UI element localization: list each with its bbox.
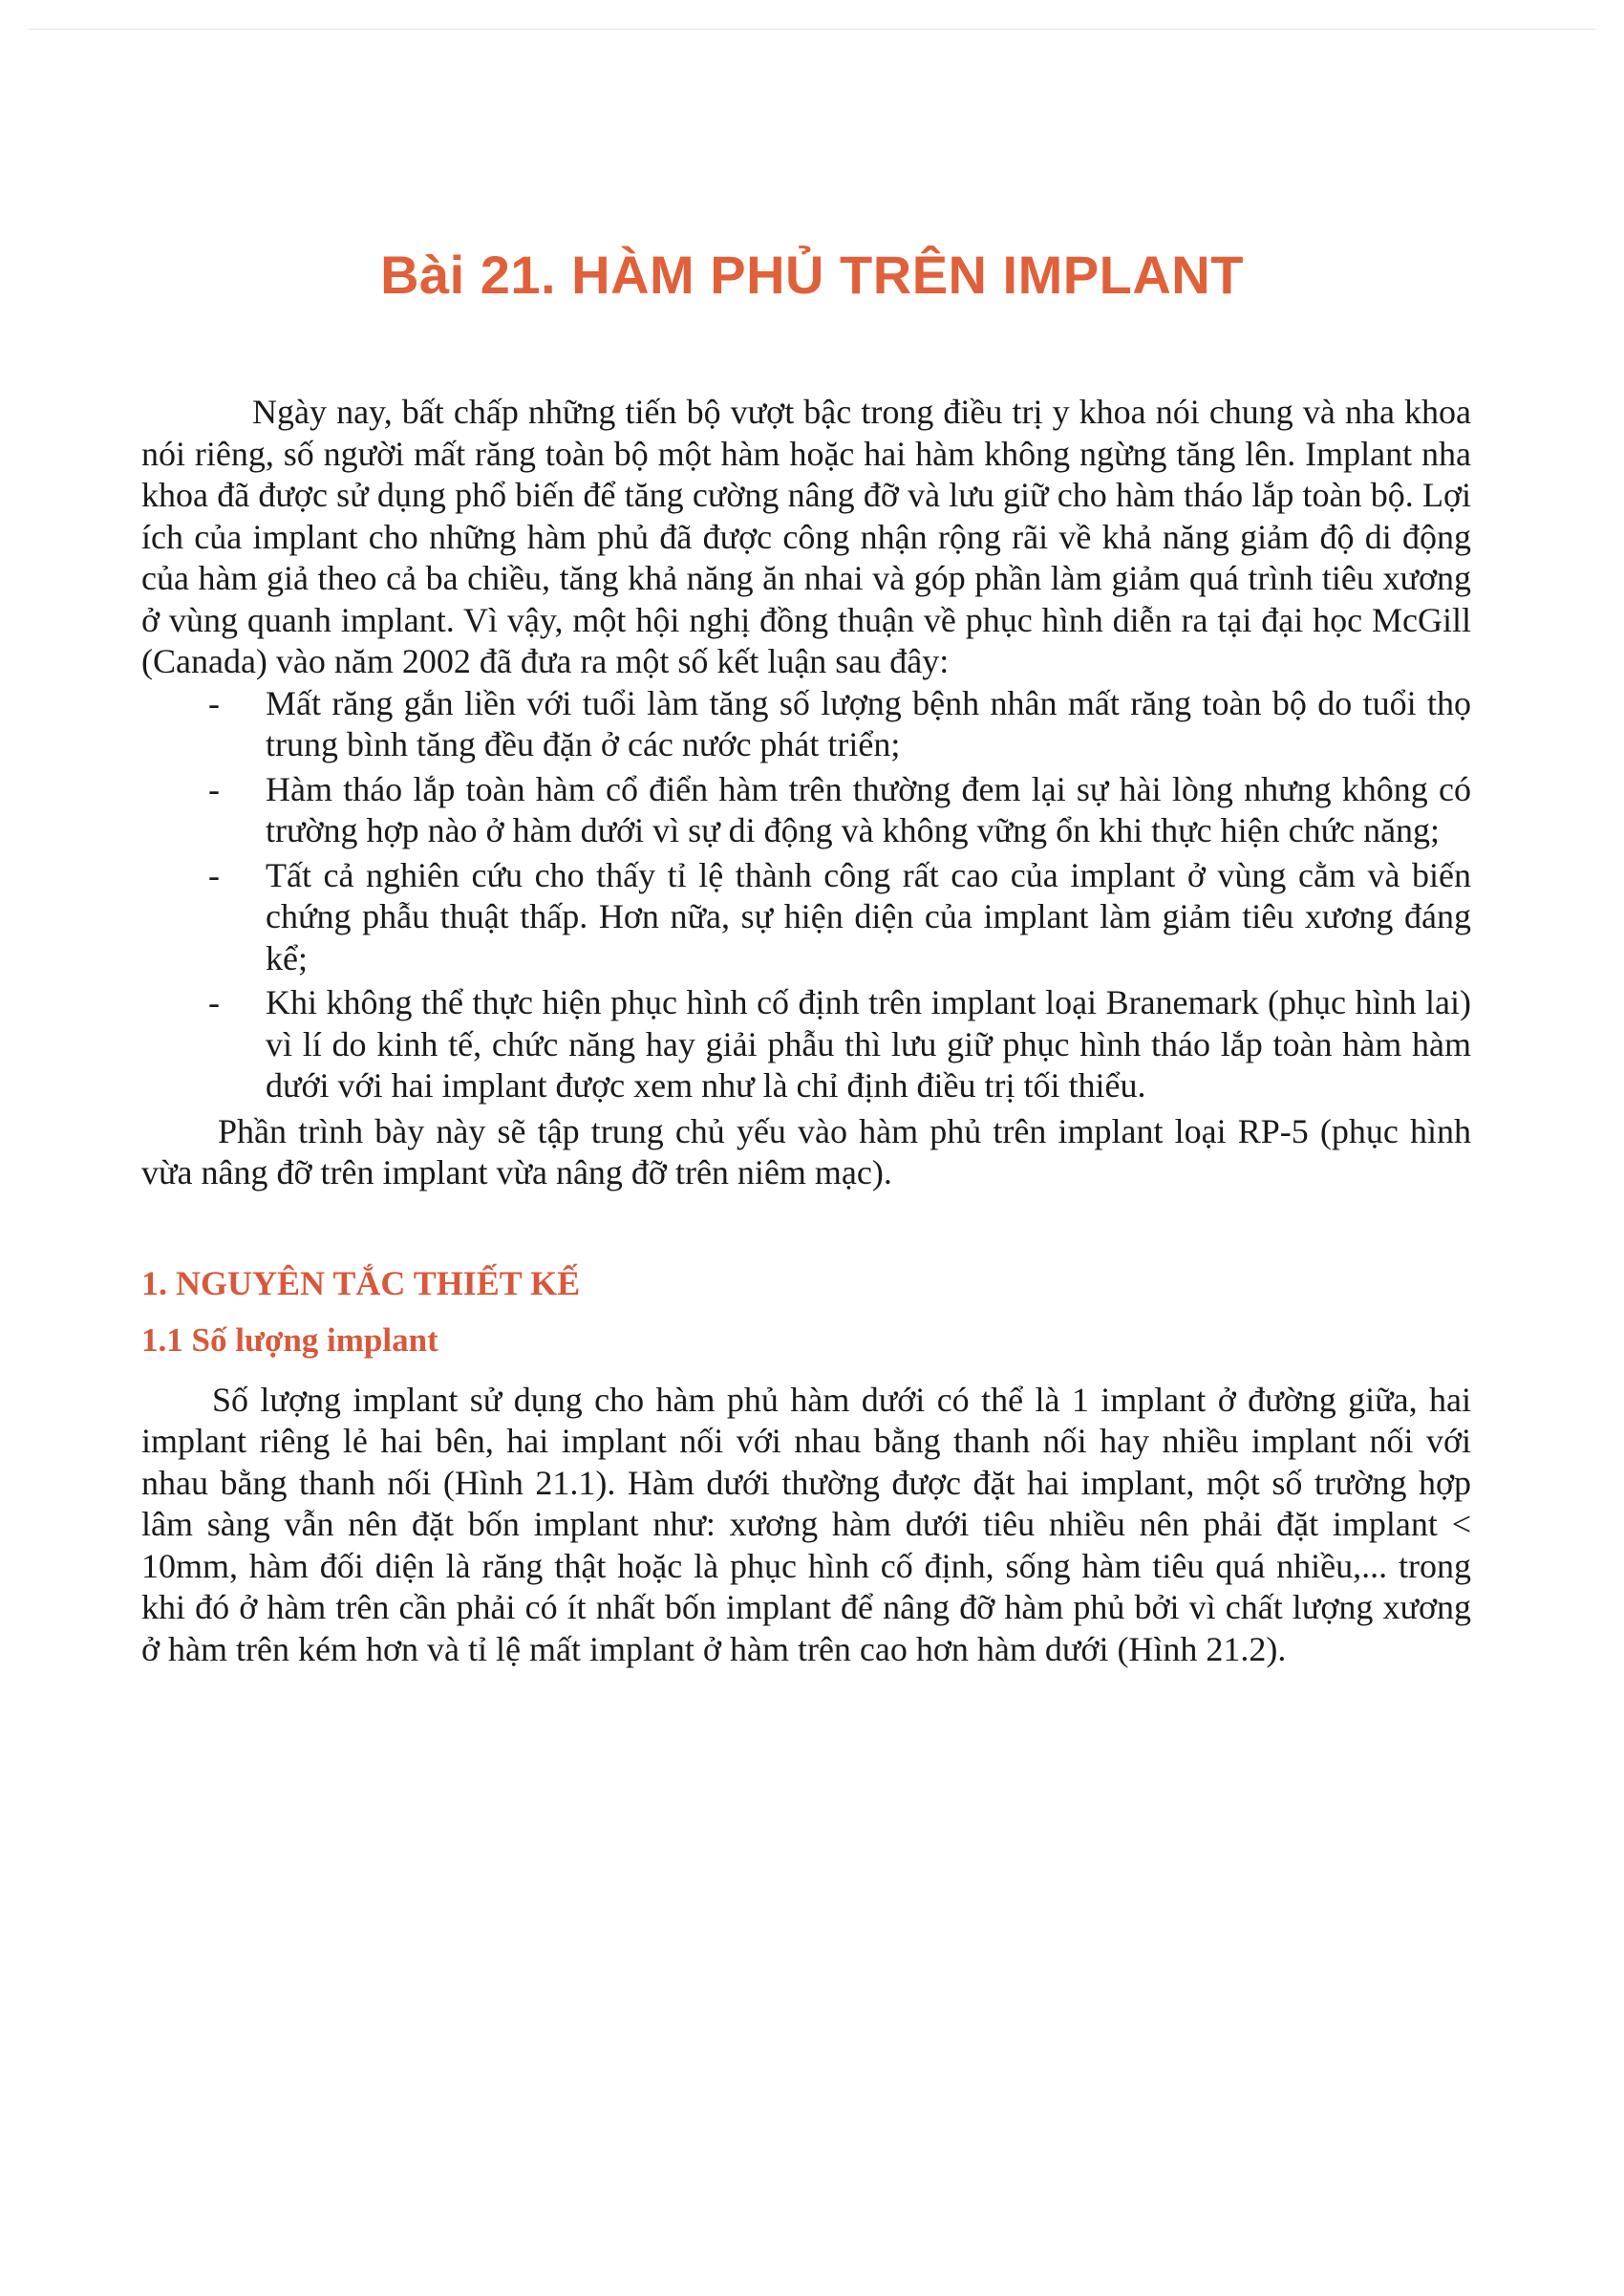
list-item-text: Mất răng gắn liền với tuổi làm tăng số lượng bệnh nhân mất răng toàn bộ do tuổi thọ trung bình tăng đều đặn ở các nước phát triển; [266, 683, 1471, 763]
section-heading: 1. NGUYÊN TẮC THIẾT KẾ [141, 1263, 581, 1302]
bullet-dash: - [208, 983, 220, 1021]
conclusion-list [141, 683, 1471, 1107]
list-item-text: Khi không thể thực hiện phục hình cố định trên implant loại Branemark (phục hình lai) vì lí do kinh tế, chức năng hay giải phẫu thì lưu giữ phục hình tháo lắp toàn hàm hàm dưới với hai implant được xem như là chỉ định điều trị tối thiểu. [266, 983, 1471, 1105]
subsection-heading: 1.1 Số lượng implant [141, 1320, 438, 1359]
list-item [141, 855, 1471, 980]
bullet-dash: - [208, 855, 220, 894]
list-item-text: Tất cả nghiên cứu cho thấy tỉ lệ thành công rất cao của implant ở vùng cằm và biến chứng phẫu thuật thấp. Hơn nữa, sự hiện diện của implant làm giảm tiêu xương đáng kể; [266, 855, 1471, 977]
list-item [141, 769, 1471, 852]
list-item [141, 683, 1471, 766]
scope-paragraph: Phần trình bày này sẽ tập trung chủ yếu vào hàm phủ trên implant loại RP-5 (phục hình vừa nâng đỡ trên implant vừa nâng đỡ trên niêm mạc). [141, 1111, 1471, 1191]
document-body [141, 392, 1471, 1670]
intro-paragraph: Ngày nay, bất chấp những tiến bộ vượt bậc trong điều trị y khoa nói chung và nha khoa nói riêng, số người mất răng toàn bộ một hàm hoặc hai hàm không ngừng tăng lên. Implant nha khoa đã được sử dụng phổ biến để tăng cường nâng đỡ và lưu giữ cho hàm tháo lắp toàn bộ. Lợi ích của implant cho những hàm phủ đã được công nhận rộng rãi về khả năng giảm độ di động của hàm giả theo cả ba chiều, tăng khả năng ăn nhai và góp phần làm giảm quá trình tiêu xương ở vùng quanh implant. Vì vậy, một hội nghị đồng thuận về phục hình diễn ra tại đại học McGill (Canada) vào năm 2002 đã đưa ra một số kết luận sau đây: [141, 393, 1471, 680]
bullet-dash: - [208, 683, 220, 722]
page-title: Bài 21. HÀM PHỦ TRÊN IMPLANT [380, 245, 1244, 305]
section-paragraph: Số lượng implant sử dụng cho hàm phủ hàm dưới có thể là 1 implant ở đường giữa, hai implant riêng lẻ hai bên, hai implant nối với nhau bằng thanh nối hay nhiều implant nối với nhau bằng thanh nối (Hình 21.1). Hàm dưới thường được đặt hai implant, một số trường hợp lâm sàng vẫn nên đặt bốn implant như: xương hàm dưới tiêu nhiều nên phải đặt implant < 10mm, hàm đối diện là răng thật hoặc là phục hình cố định, sống hàm tiêu quá nhiều,... trong khi đó ở hàm trên cần phải có ít nhất bốn implant để nâng đỡ hàm phủ bởi vì chất lượng xương ở hàm trên kém hơn và tỉ lệ mất implant ở hàm trên cao hơn hàm dưới (Hình 21.2). [141, 1380, 1471, 1668]
top-rule [29, 29, 1595, 30]
bullet-dash: - [208, 769, 220, 808]
list-item [141, 982, 1471, 1107]
list-item-text: Hàm tháo lắp toàn hàm cổ điển hàm trên thường đem lại sự hài lòng nhưng không có trường hợp nào ở hàm dưới vì sự di động và không vững ổn khi thực hiện chức năng; [266, 769, 1471, 849]
